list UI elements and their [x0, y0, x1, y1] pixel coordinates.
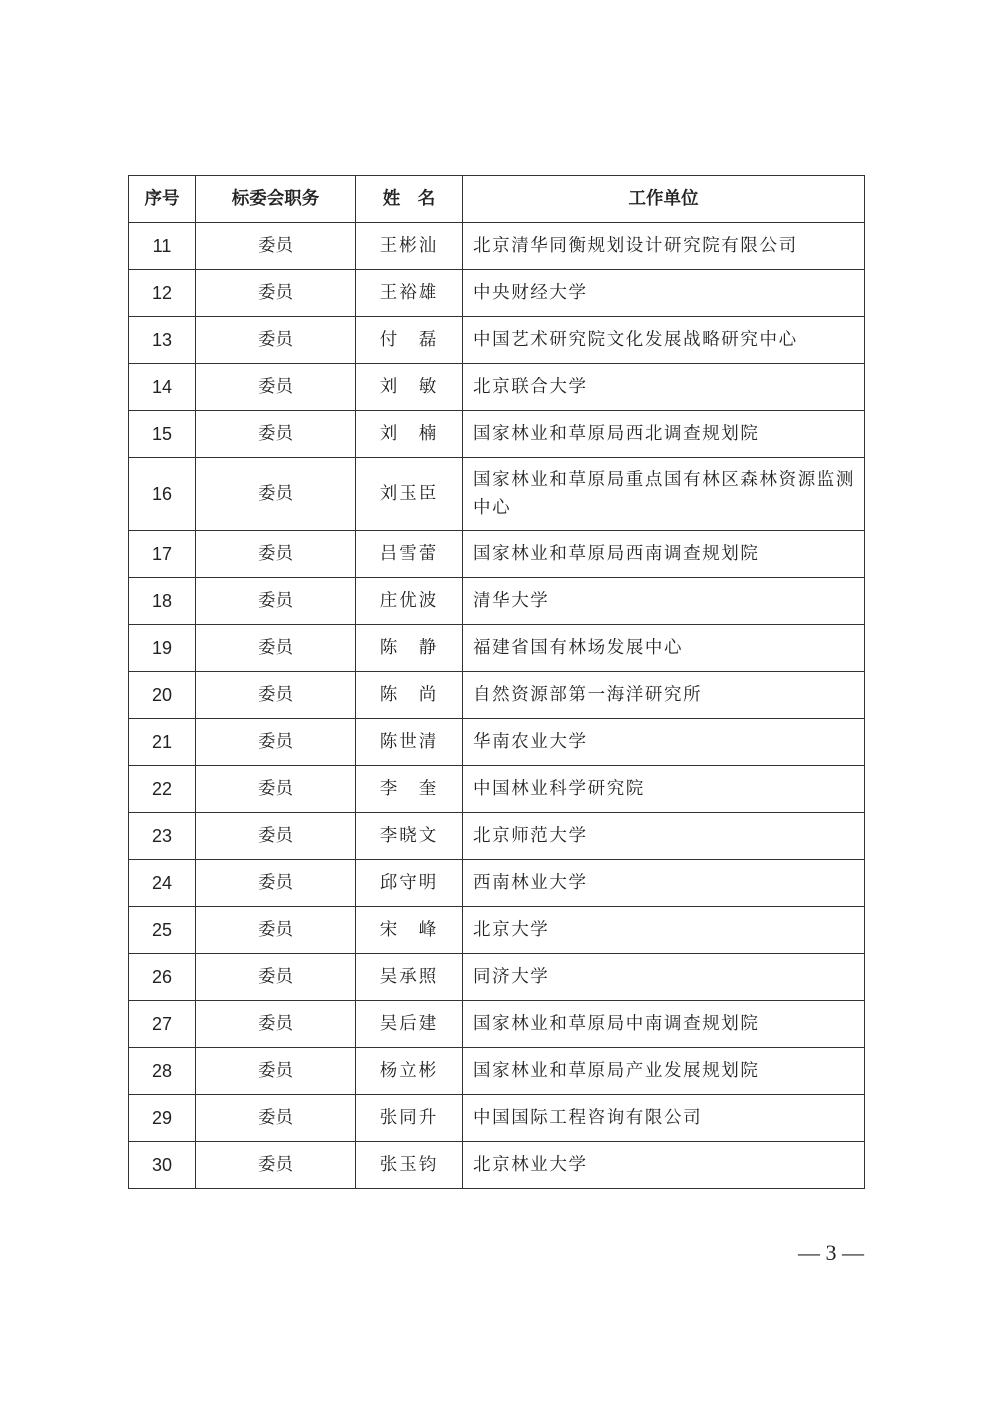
table-row	[129, 766, 865, 813]
table-row	[129, 317, 865, 364]
table-row	[129, 1095, 865, 1142]
row-role: 委员	[196, 1001, 356, 1048]
row-unit: 华南农业大学	[463, 719, 865, 766]
row-number: 29	[129, 1095, 196, 1142]
page-number: — 3 —	[798, 1240, 864, 1265]
row-unit: 北京师范大学	[463, 813, 865, 860]
row-number: 15	[129, 411, 196, 458]
row-name: 张玉钧	[356, 1142, 463, 1189]
row-unit: 中央财经大学	[463, 270, 865, 317]
row-name: 付 磊	[356, 317, 463, 364]
row-role: 委员	[196, 531, 356, 578]
table-row	[129, 954, 865, 1001]
table-row	[129, 719, 865, 766]
row-unit: 国家林业和草原局重点国有林区森林资源监测中心	[463, 458, 865, 531]
row-number: 28	[129, 1048, 196, 1095]
table-row	[129, 1142, 865, 1189]
row-role: 委员	[196, 411, 356, 458]
row-role: 委员	[196, 625, 356, 672]
table-row	[129, 270, 865, 317]
row-name: 陈 尚	[356, 672, 463, 719]
row-number: 27	[129, 1001, 196, 1048]
row-name: 陈 静	[356, 625, 463, 672]
row-number: 16	[129, 458, 196, 531]
table-row	[129, 411, 865, 458]
row-name: 吕雪蕾	[356, 531, 463, 578]
row-role: 委员	[196, 270, 356, 317]
table-row	[129, 223, 865, 270]
table-row	[129, 458, 865, 531]
row-role: 委员	[196, 317, 356, 364]
table-row	[129, 672, 865, 719]
row-name: 庄优波	[356, 578, 463, 625]
row-name: 张同升	[356, 1095, 463, 1142]
row-role: 委员	[196, 907, 356, 954]
row-role: 委员	[196, 719, 356, 766]
row-number: 21	[129, 719, 196, 766]
row-unit: 北京联合大学	[463, 364, 865, 411]
row-name: 邱守明	[356, 860, 463, 907]
row-number: 26	[129, 954, 196, 1001]
row-number: 11	[129, 223, 196, 270]
row-number: 30	[129, 1142, 196, 1189]
row-role: 委员	[196, 458, 356, 531]
table-row	[129, 1001, 865, 1048]
row-unit: 福建省国有林场发展中心	[463, 625, 865, 672]
row-role: 委员	[196, 954, 356, 1001]
row-name: 李晓文	[356, 813, 463, 860]
row-role: 委员	[196, 813, 356, 860]
row-number: 23	[129, 813, 196, 860]
row-role: 委员	[196, 766, 356, 813]
row-number: 25	[129, 907, 196, 954]
table-row	[129, 813, 865, 860]
row-name: 王彬汕	[356, 223, 463, 270]
row-unit: 中国国际工程咨询有限公司	[463, 1095, 865, 1142]
row-name: 刘玉臣	[356, 458, 463, 531]
header-role: 标委会职务	[196, 176, 356, 223]
row-role: 委员	[196, 1142, 356, 1189]
row-unit: 西南林业大学	[463, 860, 865, 907]
row-unit: 国家林业和草原局西北调查规划院	[463, 411, 865, 458]
row-number: 17	[129, 531, 196, 578]
table-row	[129, 1048, 865, 1095]
row-number: 18	[129, 578, 196, 625]
row-role: 委员	[196, 364, 356, 411]
row-name: 吴后建	[356, 1001, 463, 1048]
row-unit: 自然资源部第一海洋研究所	[463, 672, 865, 719]
row-unit: 清华大学	[463, 578, 865, 625]
row-number: 22	[129, 766, 196, 813]
row-name: 陈世清	[356, 719, 463, 766]
row-name: 刘 楠	[356, 411, 463, 458]
table-row	[129, 625, 865, 672]
row-name: 王裕雄	[356, 270, 463, 317]
member-table	[128, 175, 865, 1189]
row-number: 24	[129, 860, 196, 907]
row-unit: 国家林业和草原局中南调查规划院	[463, 1001, 865, 1048]
header-number: 序号	[129, 176, 196, 223]
row-unit: 北京林业大学	[463, 1142, 865, 1189]
row-name: 宋 峰	[356, 907, 463, 954]
table-row	[129, 860, 865, 907]
table-row	[129, 364, 865, 411]
table-row	[129, 578, 865, 625]
row-number: 20	[129, 672, 196, 719]
row-number: 19	[129, 625, 196, 672]
row-role: 委员	[196, 672, 356, 719]
row-number: 13	[129, 317, 196, 364]
row-number: 12	[129, 270, 196, 317]
table-row	[129, 907, 865, 954]
row-role: 委员	[196, 1048, 356, 1095]
row-name: 吴承照	[356, 954, 463, 1001]
row-unit: 北京大学	[463, 907, 865, 954]
row-name: 杨立彬	[356, 1048, 463, 1095]
row-number: 14	[129, 364, 196, 411]
row-unit: 国家林业和草原局产业发展规划院	[463, 1048, 865, 1095]
row-name: 刘 敏	[356, 364, 463, 411]
row-role: 委员	[196, 860, 356, 907]
row-role: 委员	[196, 578, 356, 625]
row-unit: 同济大学	[463, 954, 865, 1001]
header-unit: 工作单位	[463, 176, 865, 223]
table-row	[129, 531, 865, 578]
table-header-row	[129, 176, 865, 223]
row-unit: 北京清华同衡规划设计研究院有限公司	[463, 223, 865, 270]
row-name: 李 奎	[356, 766, 463, 813]
row-unit: 中国艺术研究院文化发展战略研究中心	[463, 317, 865, 364]
row-unit: 国家林业和草原局西南调查规划院	[463, 531, 865, 578]
row-role: 委员	[196, 223, 356, 270]
row-role: 委员	[196, 1095, 356, 1142]
header-name: 姓 名	[356, 176, 463, 223]
row-unit: 中国林业科学研究院	[463, 766, 865, 813]
